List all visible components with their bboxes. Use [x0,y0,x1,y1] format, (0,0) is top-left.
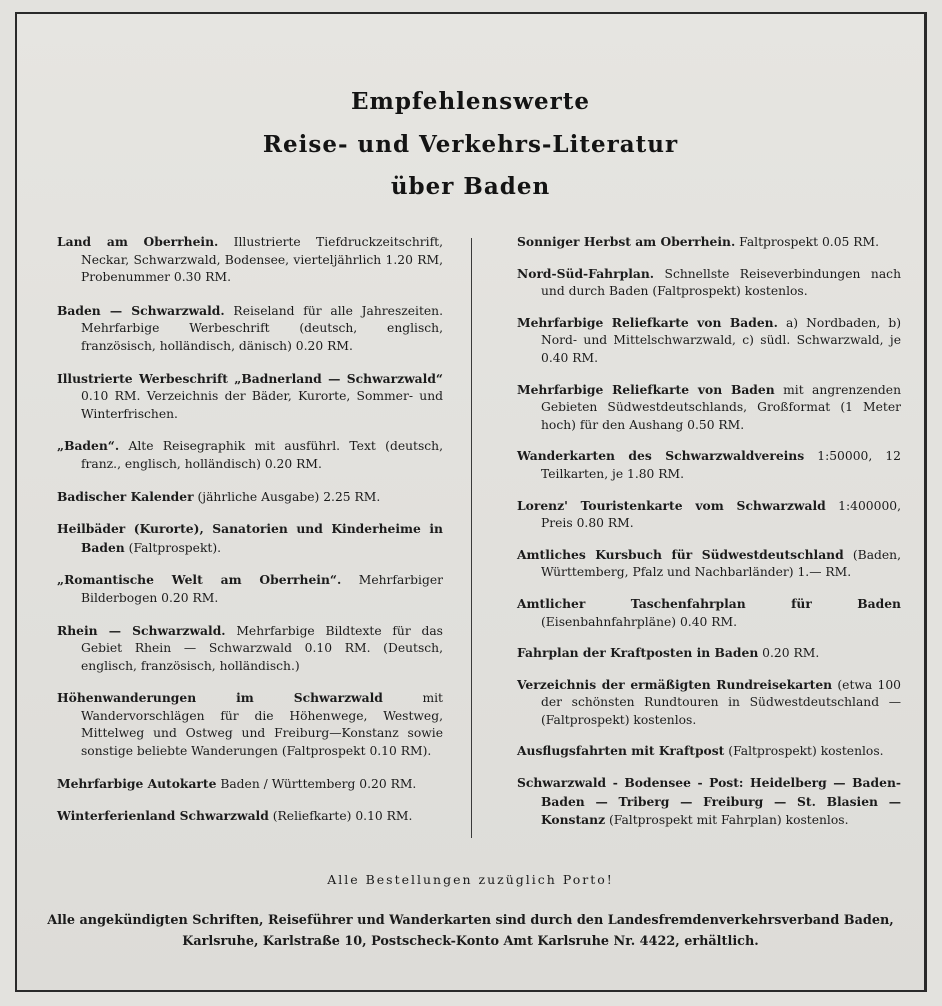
entry-title: Baden — Schwarzwald. [57,302,225,318]
list-item [57,571,443,607]
entry-text: (Faltprospekt) kostenlos. [724,744,884,759]
entry-text: 1:400000, Preis 0.80 RM. [541,498,901,531]
list-item [517,314,901,368]
column-divider [471,238,472,838]
entry-title: Mehrfarbige Reliefkarte von Baden. [517,314,778,330]
entry-text: (Reliefkarte) 0.10 RM. [268,809,413,824]
entry-title: Rhein — Schwarzwald. [57,622,226,638]
entry-text: (Eisenbahnfahrpläne) 0.40 RM. [541,614,738,629]
entry-title: „Baden“. [57,438,120,454]
entry-text: (etwa 100 der schönsten Rundtouren in Südwestdeutschland — (Faltprospekt) kostenlos. [541,677,901,727]
list-item [57,775,443,794]
list-item [517,233,901,252]
list-item [517,774,901,830]
entry-title: Amtliches Kursbuch für Südwestdeutschland [517,546,844,562]
entry-text: 0.10 RM. Verzeichnis der Bäder, Kurorte, Sommer- und Winterfrischen. [81,389,443,421]
entry-text: Mehrfarbige Bildtexte für das Gebiet Rhein — Schwarzwald 0.10 RM. (Deutsch, englisch, französisch, holländisch.) [81,623,443,673]
list-item [517,595,901,631]
entry-text: 1:50000, 12 Teilkarten, je 1.80 RM. [541,449,901,481]
entry-title: Höhenwanderungen im Schwarzwald [57,690,383,706]
entry-title: „Romantische Welt am Oberrhein“. [57,572,342,588]
right-column [517,233,901,843]
porto-note: Alle Bestellungen zuzüglich Porto! [327,872,614,887]
entry-text: (jährliche Ausgabe) 2.25 RM. [193,489,381,504]
entry-title: Lorenz' Touristenkarte vom Schwarzwald [517,497,826,513]
list-item [57,302,443,356]
entry-text: (Faltprospekt mit Fahrplan) kostenlos. [605,813,849,828]
list-item [57,622,443,676]
entry-text: 0.20 RM. [758,646,820,661]
title-line-1: Empfehlenswerte [350,88,591,115]
entry-title: Winterferienland Schwarzwald [57,808,269,824]
entry-title: Wanderkarten des Schwarzwaldvereins [517,448,805,464]
entry-title: Amtlicher Taschenfahrplan für Baden [517,595,901,611]
entry-text: Schnellste Reiseverbindungen nach und durch Baden (Faltprospekt) kostenlos. [541,266,901,299]
order-info-line-1: Alle angekündigten Schriften, Reiseführer und Wanderkarten sind durch den Landesfremdenverkehrsverband Baden, [47,913,894,928]
entry-title: Mehrfarbige Reliefkarte von Baden [517,381,775,397]
entry-title: Sonniger Herbst am Oberrhein. [517,234,736,249]
list-item [517,676,901,730]
entry-title: Heilbäder (Kurorte), Sanatorien und Kinderheime in Baden [57,521,443,555]
entry-title: Verzeichnis der ermäßigten Rundreisekarten [517,676,833,692]
entry-title: Nord-Süd-Fahrplan. [517,265,655,281]
entry-text: mit angrenzenden Gebieten Südwestdeutschlands, Großformat (1 Meter hoch) für den Aushang 0.50 RM. [541,382,902,432]
list-item [517,381,901,435]
entry-title: Mehrfarbige Autokarte [57,775,217,791]
list-item [57,437,443,473]
list-item [57,689,443,760]
entry-text: mit Wandervorschlägen für die Höhenwege, Westweg, Mittelweg und Ostweg und Freiburg—Konstanz sowie sonstige beliebte Wanderungen (Faltprospekt 0.10 RM). [81,691,443,759]
document-frame [15,12,927,992]
entry-title: Schwarzwald - Bodensee - Post: Heidelberg — Baden-Baden — Triberg — Freiburg — St. Blasien — Konstanz [517,775,901,828]
entry-text: a) Nordbaden, b) Nord- und Mittelschwarzwald, c) südl. Schwarzwald, je 0.40 RM. [541,315,902,365]
order-info [17,910,924,952]
entry-text: Baden / Württemberg 0.20 RM. [216,776,417,791]
entry-title: Fahrplan der Kraftposten in Baden [517,645,759,661]
list-item [57,807,443,826]
list-item [57,520,443,557]
entry-text: Reiseland für alle Jahreszeiten. Mehrfarbige Werbeschrift (deutsch, englisch, französisch, holländisch, dänisch) 0.20 RM. [81,303,443,353]
left-column [57,233,443,840]
order-info-line-2: Karlsruhe, Karlstraße 10, Postscheck-Konto Amt Karlsruhe Nr. 4422, erhältlich. [182,934,759,949]
list-item [517,742,901,761]
list-item [57,488,443,507]
list-item [517,265,901,301]
entry-text: (Faltprospekt). [124,540,222,555]
list-item [517,447,901,483]
entry-text: Alte Reisegraphik mit ausführl. Text (deutsch, franz., englisch, holländisch) 0.20 RM. [81,439,443,471]
entry-text: Mehrfarbiger Bilderbogen 0.20 RM. [81,573,443,605]
entry-text: (Baden, Württemberg, Pfalz und Nachbarländer) 1.— RM. [541,547,901,580]
entry-text: Illustrierte Tiefdruckzeitschrift, Neckar, Schwarzwald, Bodensee, vierteljährlich 1.20 RM, Probenummer 0.30 RM. [81,235,443,285]
entry-title: Land am Oberrhein. [57,234,219,249]
list-item [517,546,901,582]
entry-title: Illustrierte Werbeschrift „Badnerland — Schwarzwald“ [57,370,443,386]
entry-title: Ausflugsfahrten mit Kraftpost [517,743,725,759]
entry-title: Badischer Kalender [57,488,194,504]
list-item [517,644,901,663]
list-item [517,497,901,533]
title-line-2: Reise- und Verkehrs-Literatur [262,131,679,158]
entry-text: Faltprospekt 0.05 RM. [735,235,880,249]
list-item [57,233,443,287]
title-line-3: über Baden [390,173,551,200]
list-item [57,370,443,424]
